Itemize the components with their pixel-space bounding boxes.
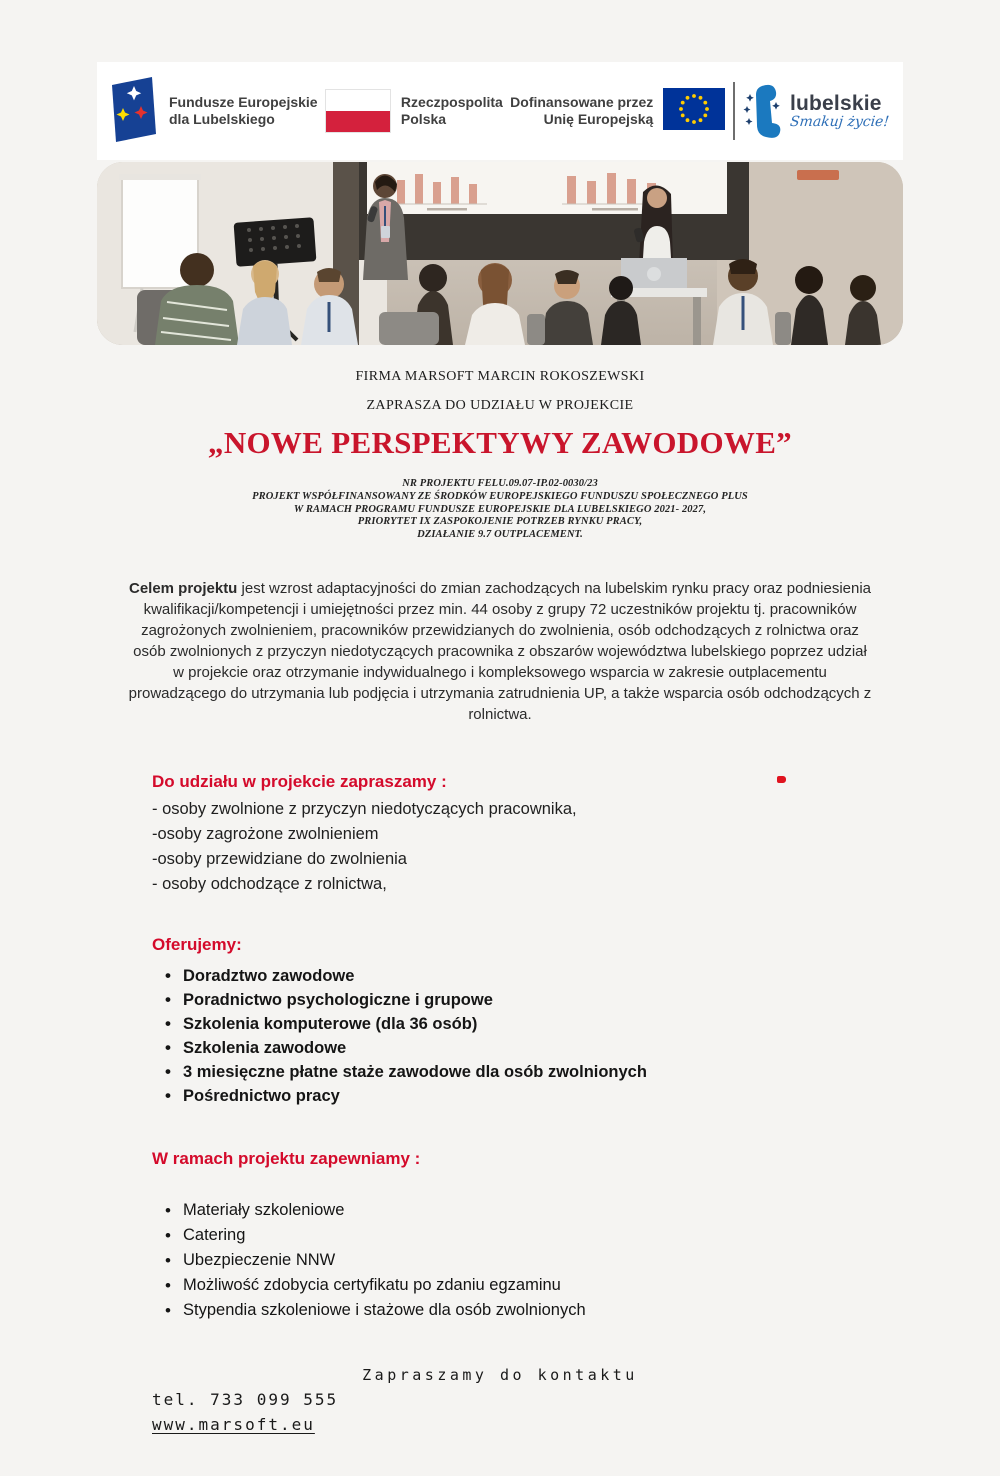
- eu-funding-logo: [510, 88, 725, 135]
- list-item: • Doradztwo zawodowe: [152, 964, 903, 988]
- poland-logo: [325, 89, 503, 133]
- firm-name: FIRMA MARSOFT MARCIN ROKOSZEWSKI: [355, 369, 645, 384]
- list-item: • Poradnictwo psychologiczne i grupowe: [152, 988, 903, 1012]
- header-divider: [733, 82, 735, 140]
- conference-photo: [97, 162, 903, 345]
- list-item: • Ubezpieczenie NNW: [152, 1248, 903, 1273]
- offer-list: [152, 964, 903, 1108]
- invite-heading: Do udziału w projekcie zapraszamy :: [152, 771, 447, 791]
- list-item: - osoby zwolnione z przyczyn niedotyczących pracownika,: [152, 799, 577, 818]
- invite-list: [152, 797, 903, 897]
- eu-flag-icon: [663, 88, 725, 135]
- website-link[interactable]: www.marsoft.eu: [152, 1414, 315, 1434]
- list-item: • Pośrednictwo pracy: [152, 1084, 903, 1108]
- list-item: • 3 miesięczne płatne staże zawodowe dla osób zwolnionych: [152, 1060, 903, 1084]
- list-item: -osoby przewidziane do zwolnienia: [152, 849, 407, 868]
- lubelskie-l-icon: [742, 80, 786, 143]
- poster-page: [0, 62, 1000, 1476]
- fundusze-europejskie-logo: [107, 74, 318, 149]
- action-line: DZIAŁANIE 9.7 OUTPLACEMENT.: [417, 529, 583, 541]
- goal-lead: Celem projektu: [128, 579, 238, 597]
- poland-label: Rzeczpospolita Polska: [400, 93, 503, 127]
- goal-text: jest wzrost adaptacyjności do zmian zachodzących na lubelskim rynku pracy oraz podniesienia kwalifikacji/kompetencji i umiejętności przez min. 44 osoby z grupy 72 uczestników projektu tj. pracowników zagrożonych zwolnieniem, pracowników przewidzianych do zwolnienia, osób odchodzących z rolnictwa oraz osób zwolnionych z przyczyn niedotyczących pracownika z obszarów województwa lubelskiego poprzez udział w projekcie oraz otrzymanie indywidualnego i kompleksowego wsparcia w zakresie outplacementu prowadzącego do utrzymania lub podjęcia i utrzymania zatrudnienia UP, a także wsparcia osób odchodzących z rolnictwa.: [128, 579, 872, 723]
- lubelskie-name: lubelskie: [789, 92, 882, 115]
- cofinancing-line: PROJEKT WSPÓŁFINANSOWANY ZE ŚRODKÓW EUROPEJSKIEGO FUNDUSZU SPOŁECZNEGO PLUS: [252, 490, 748, 502]
- contact-footer: [97, 1366, 903, 1434]
- contact-heading: Zapraszamy do kontaktu: [362, 1365, 638, 1384]
- list-item: -osoby zagrożone zwolnieniem: [152, 824, 379, 843]
- invite-section: [97, 772, 903, 897]
- project-goal-paragraph: [127, 578, 873, 725]
- project-info: [0, 478, 1000, 542]
- list-item: • Materiały szkoleniowe: [152, 1198, 903, 1223]
- list-item: • Szkolenia komputerowe (dla 36 osób): [152, 1012, 903, 1036]
- eu-funding-label: Dofinansowane przez Unię Europejską: [510, 93, 654, 127]
- list-item: • Możliwość zdobycia certyfikatu po zdaniu egzaminu: [152, 1273, 903, 1298]
- offer-section: [97, 935, 903, 1108]
- offer-heading: Oferujemy:: [152, 934, 242, 954]
- list-item: • Catering: [152, 1223, 903, 1248]
- invite-line: ZAPRASZA DO UDZIAŁU W PROJEKCIE: [366, 398, 634, 413]
- program-line: W RAMACH PROGRAMU FUNDUSZE EUROPEJSKIE DLA LUBELSKIEGO 2021- 2027,: [293, 503, 707, 515]
- red-dot-mark: [777, 776, 786, 783]
- provide-heading: W ramach projektu zapewniamy :: [152, 1148, 421, 1168]
- list-item: • Szkolenia zawodowe: [152, 1036, 903, 1060]
- phone-number: tel. 733 099 555: [152, 1389, 339, 1409]
- funding-logo-bar: [97, 62, 903, 160]
- provide-section: [97, 1149, 903, 1323]
- fe-flag-icon: [107, 74, 159, 149]
- lubelskie-slogan: Smakuj życie!: [789, 114, 890, 130]
- lubelskie-logo: [742, 80, 889, 143]
- project-number: NR PROJEKTU FELU.09.07-IP.02-0030/23: [402, 478, 598, 489]
- list-item: • Stypendia szkoleniowe i stażowe dla osób zwolnionych: [152, 1298, 903, 1323]
- fe-logo-label: Fundusze Europejskie dla Lubelskiego: [169, 93, 318, 127]
- project-title: „NOWE PERSPEKTYWY ZAWODOWE”: [208, 425, 792, 460]
- list-item: - osoby odchodzące z rolnictwa,: [152, 874, 387, 893]
- priority-line: PRIORYTET IX ZASPOKOJENIE POTRZEB RYNKU PRACY,: [357, 516, 643, 528]
- poland-flag-icon: [325, 89, 391, 133]
- provide-list: [152, 1198, 903, 1323]
